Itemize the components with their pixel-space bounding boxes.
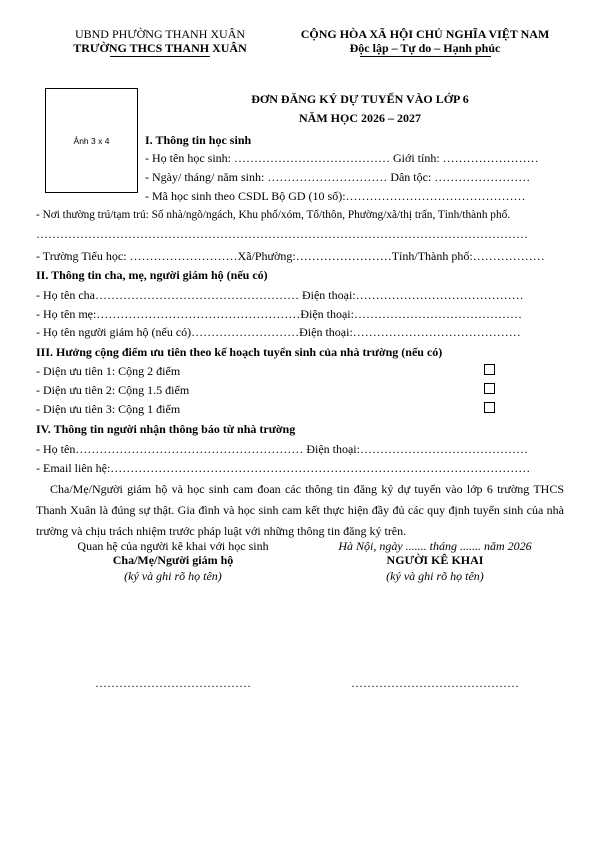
father-field[interactable]: - Họ tên cha…………………………………………… Điện thoại:…………………………………… bbox=[36, 288, 524, 302]
commitment-paragraph: Cha/Mẹ/Người giám hộ và học sinh cam đoan các thông tin đăng ký dự tuyển vào lớp 6 trường THCS Thanh Xuân là đúng sự thật. Gia đình và học sinh cam kết thực hiện đầy đủ các quy định tuyển sinh của nhà trường và chịu trách nhiệm trước pháp luật với những thông tin đăng ký trên. bbox=[36, 482, 564, 538]
photo-placeholder bbox=[45, 88, 138, 193]
issuing-authority: UBND PHƯỜNG THANH XUÂN bbox=[74, 27, 246, 41]
student-id-field[interactable]: - Mã học sinh theo CSDL Bộ GD (10 số):……………………………………… bbox=[145, 189, 526, 203]
national-slogan: Độc lập – Tự do – Hạnh phúc bbox=[349, 41, 501, 55]
student-name-field[interactable]: - Họ tên học sinh: ………………………………… Giới tính: …………………… bbox=[145, 151, 539, 165]
school-name-underline bbox=[110, 56, 210, 57]
declarant-signature-note: (ký và ghi rõ họ tên) bbox=[386, 569, 484, 583]
declarant-signature-line[interactable]: …………………………………… bbox=[351, 676, 519, 690]
slogan-underline bbox=[360, 56, 491, 57]
section-contact-heading: IV. Thông tin người nhận thông báo từ nhà trường bbox=[36, 422, 296, 436]
contact-email-field[interactable]: - Email liên hệ:…………………………………………………………………………………………… bbox=[36, 461, 531, 475]
priority-1-label: - Diện ưu tiên 1: Cộng 2 điểm bbox=[36, 364, 181, 378]
section-student-heading: I. Thông tin học sinh bbox=[145, 133, 252, 147]
place-date: Hà Nội, ngày ....... tháng ....... năm 2026 bbox=[338, 539, 532, 553]
priority-3-checkbox[interactable] bbox=[484, 402, 495, 413]
photo-label: Ảnh 3 x 4 bbox=[73, 136, 110, 146]
primary-school-field[interactable]: - Trường Tiểu học: ………………………Xã/Phường:……………………Tỉnh/Thành phố:……………… bbox=[36, 249, 545, 263]
school-year: NĂM HỌC 2026 – 2027 bbox=[299, 111, 421, 125]
national-motto: CỘNG HÒA XÃ HỘI CHỦ NGHĨA VIỆT NAM bbox=[300, 27, 550, 41]
relation-label: Quan hệ của người kê khai với học sinh bbox=[77, 539, 269, 553]
form-title: ĐƠN ĐĂNG KÝ DỰ TUYỂN VÀO LỚP 6 bbox=[251, 92, 469, 106]
address-label: - Nơi thường trú/tạm trú: Số nhà/ngõ/ngách, Khu phố/xóm, Tổ/thôn, Phường/xã/thị trấn, Tỉnh/thành phố. bbox=[36, 209, 511, 221]
mother-field[interactable]: - Họ tên mẹ:……………………………………………Điện thoại:…………………………………… bbox=[36, 307, 522, 321]
priority-2-checkbox[interactable] bbox=[484, 383, 495, 394]
contact-name-field[interactable]: - Họ tên………………………………………………… Điện thoại:…………………………………… bbox=[36, 442, 528, 456]
priority-1-checkbox[interactable] bbox=[484, 364, 495, 375]
priority-2-label: - Diện ưu tiên 2: Cộng 1.5 điểm bbox=[36, 383, 190, 397]
declarant-signature-title: NGƯỜI KÊ KHAI bbox=[386, 553, 484, 567]
priority-3-label: - Diện ưu tiên 3: Cộng 1 điểm bbox=[36, 402, 181, 416]
school-name: TRƯỜNG THCS THANH XUÂN bbox=[73, 41, 247, 55]
birth-date-field[interactable]: - Ngày/ tháng/ năm sinh: ………………………… Dân tộc: …………………… bbox=[145, 170, 531, 184]
parent-signature-line[interactable]: ………………………………… bbox=[95, 676, 251, 690]
address-field[interactable]: …………………………………………………………………………………………………………… bbox=[36, 227, 528, 241]
parent-signature-note: (ký và ghi rõ họ tên) bbox=[124, 569, 222, 583]
guardian-field[interactable]: - Họ tên người giám hộ (nếu có)………………………Điện thoại:…………………………………… bbox=[36, 325, 521, 339]
section-priority-heading: III. Hưởng cộng điểm ưu tiên theo kế hoạch tuyển sinh của nhà trường (nếu có) bbox=[36, 345, 443, 359]
parent-signature-title: Cha/Mẹ/Người giám hộ bbox=[112, 553, 234, 567]
section-parents-heading: II. Thông tin cha, mẹ, người giám hộ (nếu có) bbox=[36, 268, 268, 282]
